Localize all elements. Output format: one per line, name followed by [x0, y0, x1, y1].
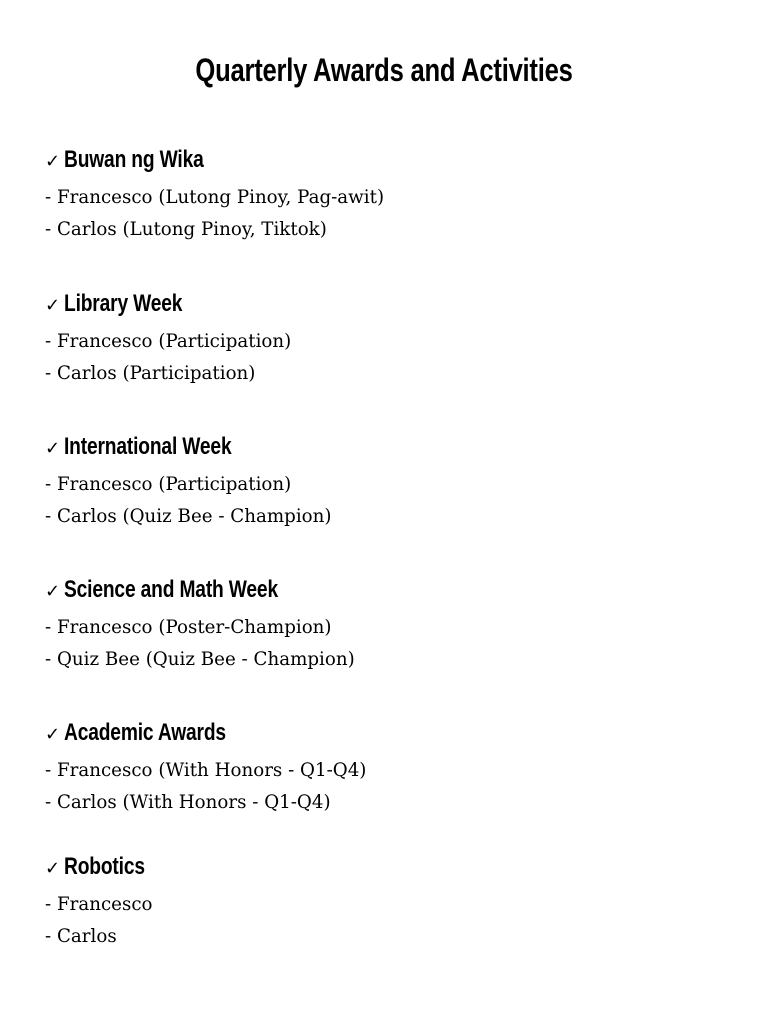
- list-item: - Francesco: [45, 893, 153, 915]
- list-item: - Francesco (Participation): [45, 330, 292, 352]
- checkmark-icon: ✓: [45, 858, 61, 879]
- list-item: - Francesco (Lutong Pinoy, Pag-awit): [45, 186, 385, 208]
- section-heading-text: Robotics: [64, 853, 145, 880]
- checkmark-icon: ✓: [45, 438, 61, 459]
- section-academic-awards: [45, 716, 725, 818]
- page-title: Quarterly Awards and Activities: [195, 52, 573, 88]
- section-heading-text: Academic Awards: [64, 719, 226, 746]
- list-item: - Francesco (Participation): [45, 473, 292, 495]
- section-heading-text: Library Week: [64, 290, 183, 317]
- section-heading: [45, 430, 725, 464]
- section-heading-text: Buwan ng Wika: [64, 146, 204, 173]
- section-heading: [45, 573, 725, 607]
- list-item: - Carlos (Lutong Pinoy, Tiktok): [45, 217, 327, 240]
- entry-list: [45, 182, 725, 245]
- list-item: - Quiz Bee (Quiz Bee - Champion): [45, 647, 355, 670]
- entry-list: [45, 755, 725, 818]
- section-heading-text: Science and Math Week: [64, 576, 278, 603]
- section-science-and-math-week: [45, 573, 725, 675]
- section-international-week: [45, 430, 725, 532]
- section-heading: [45, 850, 725, 884]
- entry-list: [45, 469, 725, 532]
- section-heading-text: International Week: [64, 433, 232, 460]
- section-heading: [45, 716, 725, 750]
- entry-list: [45, 612, 725, 675]
- checkmark-icon: ✓: [45, 295, 61, 316]
- entry-list: [45, 889, 725, 952]
- list-item: - Carlos (Participation): [45, 361, 256, 384]
- section-library-week: [45, 287, 725, 389]
- section-heading: [45, 143, 725, 177]
- section-robotics: [45, 850, 725, 952]
- list-item: - Carlos (Quiz Bee - Champion): [45, 504, 332, 527]
- checkmark-icon: ✓: [45, 151, 61, 172]
- list-item: - Carlos: [45, 924, 117, 947]
- entry-list: [45, 326, 725, 389]
- list-item: - Carlos (With Honors - Q1-Q4): [45, 790, 331, 813]
- checkmark-icon: ✓: [45, 724, 61, 745]
- checkmark-icon: ✓: [45, 581, 61, 602]
- list-item: - Francesco (Poster-Champion): [45, 616, 332, 638]
- list-item: - Francesco (With Honors - Q1-Q4): [45, 759, 367, 781]
- section-buwan-ng-wika: [45, 143, 725, 245]
- section-heading: [45, 287, 725, 321]
